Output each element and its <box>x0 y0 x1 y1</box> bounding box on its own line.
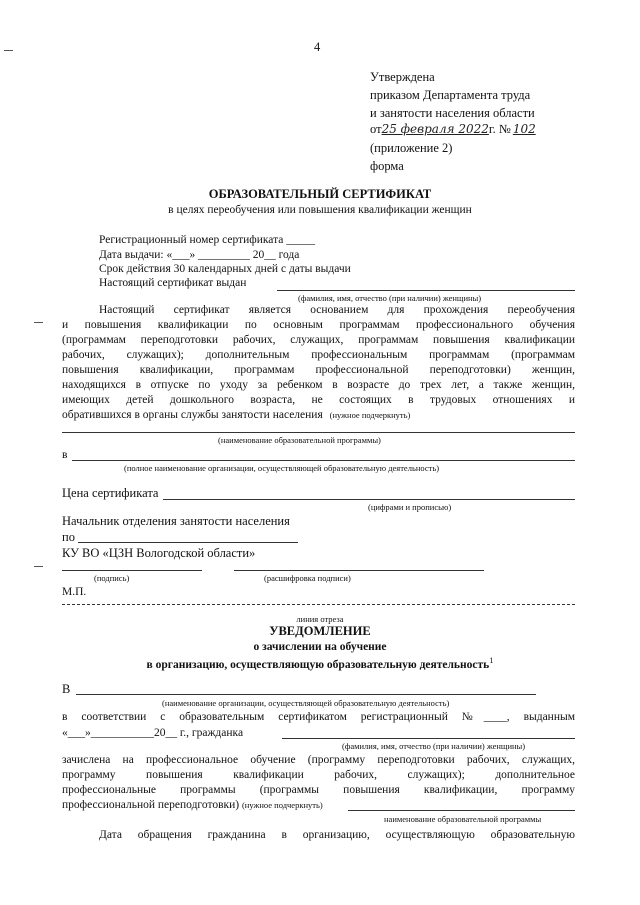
approval-line: форма <box>370 159 404 173</box>
body-line-last <box>62 408 410 423</box>
reg-number-field: Регистрационный номер сертификата _____ <box>99 234 316 246</box>
decoding-hint: (расшифровка подписи) <box>264 573 351 583</box>
notice-note: (нужное подчеркнуть) <box>241 800 323 810</box>
approval-line: и занятости населения области <box>370 106 535 120</box>
notice-name-hint: (фамилия, имя, отчество (при наличии) женщины) <box>342 741 526 751</box>
approval-line: приказом Департамента труда <box>370 88 531 102</box>
approval-date-line <box>370 122 536 137</box>
notice-line-b: «___»___________20__ г., гражданка <box>62 727 244 739</box>
stamp-label: М.П. <box>62 586 87 598</box>
body-line: повышения квалификации, программам профессиональной переподготовки) женщин, <box>62 364 575 376</box>
validity-text: Срок действия 30 календарных дней с даты выдачи <box>99 263 351 275</box>
approval-line: Утверждена <box>370 70 435 84</box>
price-line <box>163 499 575 500</box>
body-line: (программам переподготовки рабочих, служащих, программам повышения квалификации <box>62 334 575 346</box>
signature-hint: (подпись) <box>94 573 130 583</box>
body-last-text: обратившихся в органы службы занятости населения <box>62 409 323 421</box>
issued-to-hint: (фамилия, имя, отчество (при наличии) женщины) <box>298 293 482 303</box>
chief-line-po: по <box>62 530 75 544</box>
margin-mark <box>4 50 13 51</box>
date-prefix: от <box>370 122 382 136</box>
price-hint: (цифрами и прописью) <box>368 502 452 512</box>
date-suffix: г. № <box>488 122 511 136</box>
notice-subtitle-text: в организацию, осуществляющую образовательную деятельность <box>146 658 490 671</box>
footnote-mark: 1 <box>489 655 494 665</box>
body-note: (нужное подчеркнуть) <box>329 410 411 420</box>
notice-subtitle: о зачислении на обучение <box>253 641 387 653</box>
body-line: и повышения квалификации по основным программам профессионального обучения <box>62 319 575 331</box>
body-line: находящихся в отпуске по уходу за ребенком в возрасте до трех лет, а также женщин, <box>62 379 575 391</box>
notice-line-a: в соответствии с образовательным сертификатом регистрационный №____, выданным <box>62 711 575 723</box>
signature-line <box>62 570 202 571</box>
price-label: Цена сертификата <box>62 486 159 500</box>
body-line: Настоящий сертификат является основанием для прохождения переобучения <box>99 304 575 316</box>
cut-line-label: линия отреза <box>296 614 344 624</box>
notice-body-last <box>62 798 323 813</box>
notice-to-prefix: В <box>62 682 71 696</box>
margin-mark <box>34 566 43 567</box>
issued-to-line <box>277 290 575 291</box>
handwritten-date: 25 февраля 2022 <box>381 122 489 136</box>
notice-last-text: профессиональной переподготовки) <box>62 799 240 811</box>
chief-po-line <box>78 542 298 543</box>
page-number: 4 <box>314 40 321 54</box>
certificate-subtitle: в целях переобучения или повышения квалификации женщин <box>168 204 472 216</box>
notice-body-line: зачислена на профессиональное обучение (программу переподготовки рабочих, служащих, <box>62 754 575 766</box>
program-line <box>62 432 575 433</box>
notice-body-line: профессиональные программы (программы повышения квалификации, программу <box>62 784 575 796</box>
notice-body-line: программу повышения квалификации рабочих, служащих); дополнительное <box>62 769 575 781</box>
certificate-title: ОБРАЗОВАТЕЛЬНЫЙ СЕРТИФИКАТ <box>208 187 432 201</box>
notice-subtitle-2 <box>0 655 640 672</box>
body-line: имеющих детей дошкольного возраста, не состоящих в трудовых отношениях и <box>62 394 575 406</box>
org-line <box>72 460 575 461</box>
notice-to-line <box>76 694 536 695</box>
program-hint: (наименование образовательной программы) <box>218 435 381 445</box>
chief-org: КУ ВО «ЦЗН Вологодской области» <box>62 546 256 560</box>
chief-line: Начальник отделения занятости населения <box>62 514 290 528</box>
notice-program-line <box>348 810 575 811</box>
approval-line: (приложение 2) <box>370 141 453 155</box>
notice-to-hint: (наименование организации, осуществляющей образовательную деятельность) <box>162 698 450 708</box>
issued-to-label: Настоящий сертификат выдан <box>99 277 247 289</box>
cut-line <box>62 604 575 605</box>
issue-date-field: Дата выдачи: «___» _________ 20__ года <box>99 249 300 261</box>
body-line: рабочих, служащих); дополнительным профессиональным программам (программам <box>62 349 575 361</box>
decoding-line <box>234 570 484 571</box>
org-prefix: в <box>62 449 68 461</box>
handwritten-number: 102 <box>512 122 536 136</box>
notice-appeal-line: Дата обращения гражданина в организацию, осуществляющую образовательную <box>99 829 575 841</box>
margin-mark <box>34 322 43 323</box>
org-hint: (полное наименование организации, осуществляющей образовательную деятельность) <box>124 463 440 473</box>
notice-title: УВЕДОМЛЕНИЕ <box>269 624 371 638</box>
notice-program-hint: наименование образовательной программы <box>384 814 542 824</box>
notice-name-line <box>282 738 575 739</box>
